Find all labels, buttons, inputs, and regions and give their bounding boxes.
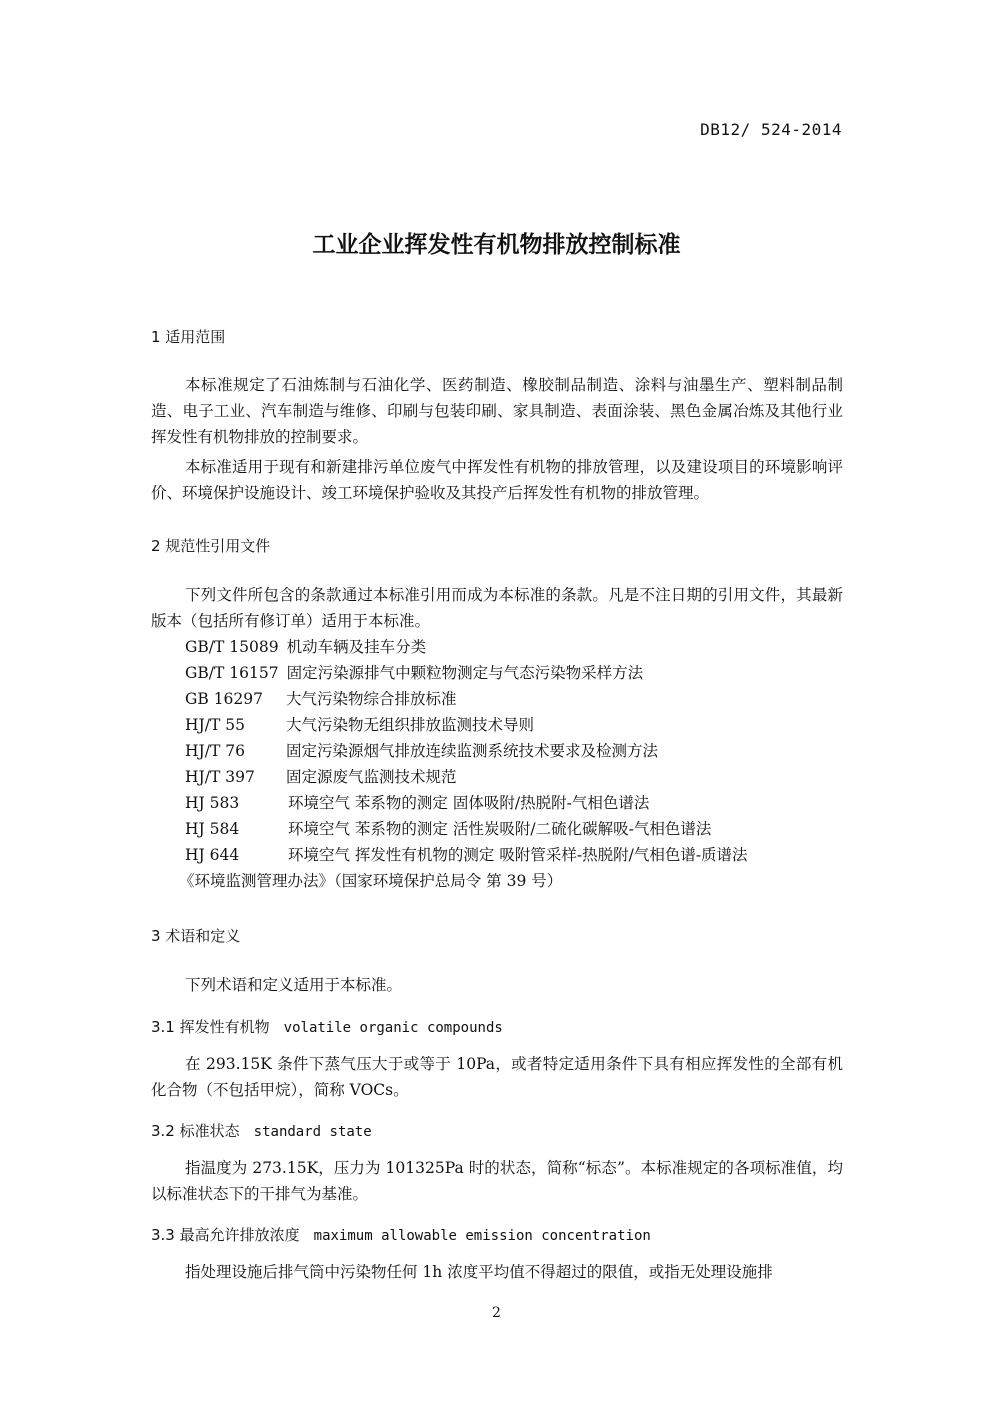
reference-order: 《环境监测管理办法》（国家环境保护总局令 第 39 号） bbox=[179, 872, 563, 890]
reference-code: GB/T 15089 bbox=[185, 638, 279, 656]
term-en: volatile organic compounds bbox=[283, 1020, 503, 1036]
section-1-paragraph: 本标准规定了石油炼制与石油化学、医药制造、橡胶制品制造、涂料与油墨生产、塑料制品制造、电子工业、汽车制造与维修、印刷与包装印刷、家具制造、表面涂装、黑色金属冶炼及其他行业挥发性有机物排放的控制要求。 bbox=[151, 376, 843, 446]
reference-code: HJ 584 bbox=[185, 820, 240, 838]
section-1-heading: 1 适用范围 bbox=[151, 328, 226, 346]
term-number: 3.2 bbox=[151, 1122, 175, 1140]
term-heading bbox=[151, 1120, 372, 1141]
reference-item bbox=[185, 764, 457, 790]
reference-code: HJ 644 bbox=[185, 846, 240, 864]
section-3-heading: 3 术语和定义 bbox=[151, 927, 241, 945]
document-title: 工业企业挥发性有机物排放控制标准 bbox=[312, 232, 681, 258]
term-definition: 指温度为 273.15K，压力为 101325Pa 时的状态，简称“标态”。本标准规定的各项标准值，均以标准状态下的干排气为基准。 bbox=[151, 1159, 843, 1203]
reference-code: HJ/T 397 bbox=[185, 768, 255, 786]
reference-title: 固定污染源排气中颗粒物测定与气态污染物采样方法 bbox=[286, 664, 644, 682]
term-definition: 指处理设施后排气筒中污染物任何 1h 浓度平均值不得超过的限值，或指无处理设施排 bbox=[185, 1263, 773, 1281]
page-number: 2 bbox=[492, 1305, 501, 1321]
section-1-paragraph: 本标准适用于现有和新建排污单位废气中挥发性有机物的排放管理，以及建设项目的环境影响评价、环境保护设施设计、竣工环境保护验收及其投产后挥发性有机物的排放管理。 bbox=[151, 458, 843, 502]
term-zh: 标准状态 bbox=[179, 1122, 240, 1140]
reference-title: 大气污染物综合排放标准 bbox=[286, 690, 457, 708]
reference-item bbox=[185, 634, 426, 660]
term-zh: 最高允许排放浓度 bbox=[179, 1226, 300, 1244]
section-3-intro: 下列术语和定义适用于本标准。 bbox=[185, 976, 403, 994]
term-number: 3.1 bbox=[151, 1018, 175, 1036]
reference-item bbox=[185, 660, 643, 686]
reference-title: 固定源废气监测技术规范 bbox=[286, 768, 457, 786]
reference-code: GB 16297 bbox=[185, 690, 264, 708]
section-2-heading: 2 规范性引用文件 bbox=[151, 537, 271, 555]
reference-code: HJ 583 bbox=[185, 794, 240, 812]
reference-title: 环境空气 苯系物的测定 固体吸附/热脱附-气相色谱法 bbox=[288, 794, 650, 812]
reference-title: 环境空气 苯系物的测定 活性炭吸附/二硫化碳解吸-气相色谱法 bbox=[288, 820, 712, 838]
term-zh: 挥发性有机物 bbox=[179, 1018, 270, 1036]
term-en: maximum allowable emission concentration bbox=[313, 1228, 651, 1244]
standard-code: DB12/ 524-2014 bbox=[700, 120, 842, 139]
reference-code: HJ/T 55 bbox=[185, 716, 245, 734]
reference-item bbox=[185, 816, 711, 842]
reference-title: 环境空气 挥发性有机物的测定 吸附管采样-热脱附/气相色谱-质谱法 bbox=[288, 846, 748, 864]
reference-item bbox=[185, 790, 649, 816]
section-2-intro: 下列文件所包含的条款通过本标准引用而成为本标准的条款。凡是不注日期的引用文件，其最新版本（包括所有修订单）适用于本标准。 bbox=[151, 586, 843, 630]
term-definition: 在 293.15K 条件下蒸气压大于或等于 10Pa，或者特定适用条件下具有相应挥发性的全部有机化合物（不包括甲烷），简称 VOCs。 bbox=[151, 1055, 843, 1099]
term-number: 3.3 bbox=[151, 1226, 175, 1244]
term-heading bbox=[151, 1016, 503, 1037]
reference-code: GB/T 16157 bbox=[185, 664, 279, 682]
reference-title: 机动车辆及挂车分类 bbox=[286, 638, 427, 656]
reference-code: HJ/T 76 bbox=[185, 742, 245, 760]
reference-title: 固定污染源烟气排放连续监测系统技术要求及检测方法 bbox=[286, 742, 659, 760]
term-en: standard state bbox=[253, 1124, 372, 1140]
term-heading bbox=[151, 1224, 651, 1245]
reference-item bbox=[185, 738, 658, 764]
reference-item bbox=[185, 686, 457, 712]
reference-item bbox=[185, 712, 534, 738]
reference-title: 大气污染物无组织排放监测技术导则 bbox=[286, 716, 535, 734]
reference-item bbox=[185, 842, 748, 868]
